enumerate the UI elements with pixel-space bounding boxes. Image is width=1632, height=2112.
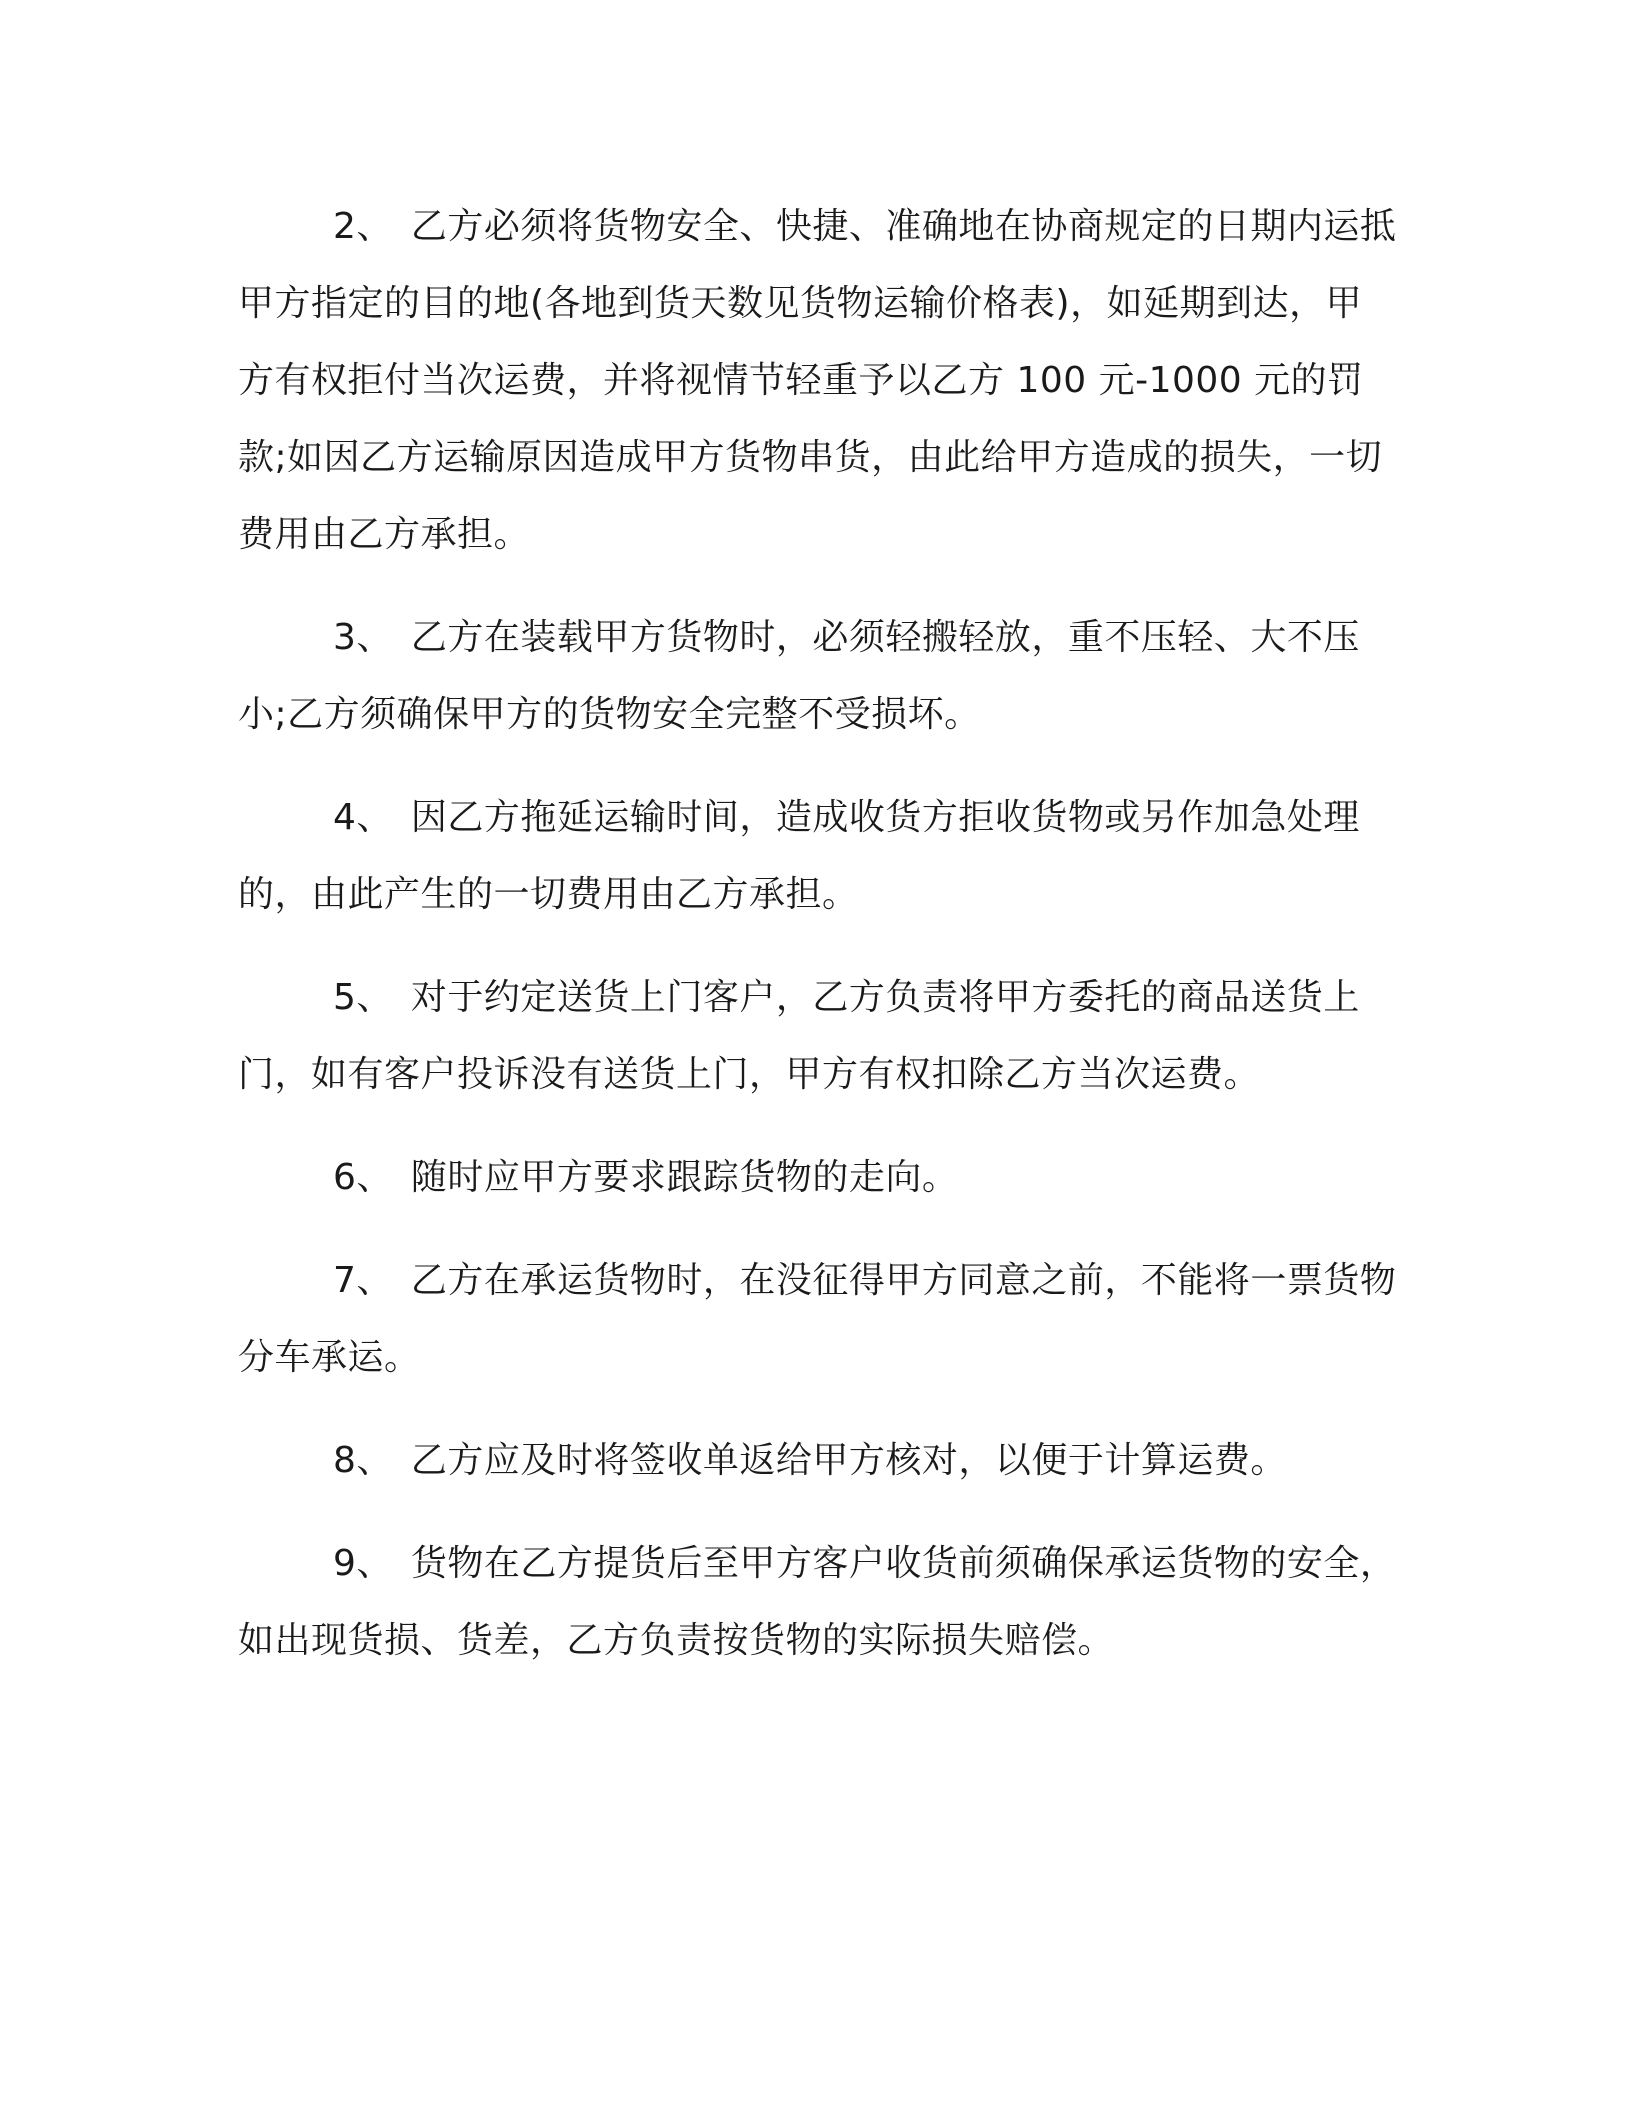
clause-text: 因乙方拖延运输时间，造成收货方拒收货物或另作加急处理的，由此产生的一切费用由乙方承担。 (238, 797, 1360, 915)
clause-number: 7、 (333, 1260, 393, 1301)
clause-2 (238, 188, 1398, 573)
clause-7 (238, 1242, 1398, 1396)
clause-text: 乙方必须将货物安全、快捷、准确地在协商规定的日期内运抵甲方指定的目的地(各地到货天数见货物运输价格表)，如延期到达，甲方有权拒付当次运费，并将视情节轻重予以乙方 100 元-1000 元的罚款;如因乙方运输原因造成甲方货物串货，由此给甲方造成的损失，一切费用由乙方承担。 (238, 206, 1397, 555)
clause-text: 乙方在装载甲方货物时，必须轻搬轻放，重不压轻、大不压小;乙方须确保甲方的货物安全完整不受损坏。 (238, 617, 1360, 735)
clause-8 (238, 1422, 1398, 1499)
clause-4 (238, 779, 1398, 933)
clause-5 (238, 959, 1398, 1113)
clause-text: 随时应甲方要求跟踪货物的走向。 (410, 1157, 959, 1198)
clause-3 (238, 599, 1398, 753)
clause-number: 3、 (333, 617, 393, 658)
clause-number: 2、 (333, 206, 393, 247)
clause-9 (238, 1525, 1398, 1679)
document-body (238, 188, 1398, 1705)
clause-number: 8、 (333, 1440, 393, 1481)
clause-text: 乙方应及时将签收单返给甲方核对，以便于计算运费。 (410, 1440, 1287, 1481)
clause-text: 货物在乙方提货后至甲方客户收货前须确保承运货物的安全，如出现货损、货差，乙方负责按货物的实际损失赔偿。 (238, 1543, 1397, 1661)
clause-text: 对于约定送货上门客户，乙方负责将甲方委托的商品送货上门，如有客户投诉没有送货上门，甲方有权扣除乙方当次运费。 (238, 977, 1360, 1095)
clause-number: 9、 (333, 1543, 393, 1584)
clause-number: 4、 (333, 797, 393, 838)
clause-6 (238, 1139, 1398, 1216)
clause-number: 5、 (333, 977, 393, 1018)
clause-number: 6、 (333, 1157, 393, 1198)
clause-text: 乙方在承运货物时，在没征得甲方同意之前，不能将一票货物分车承运。 (238, 1260, 1397, 1378)
